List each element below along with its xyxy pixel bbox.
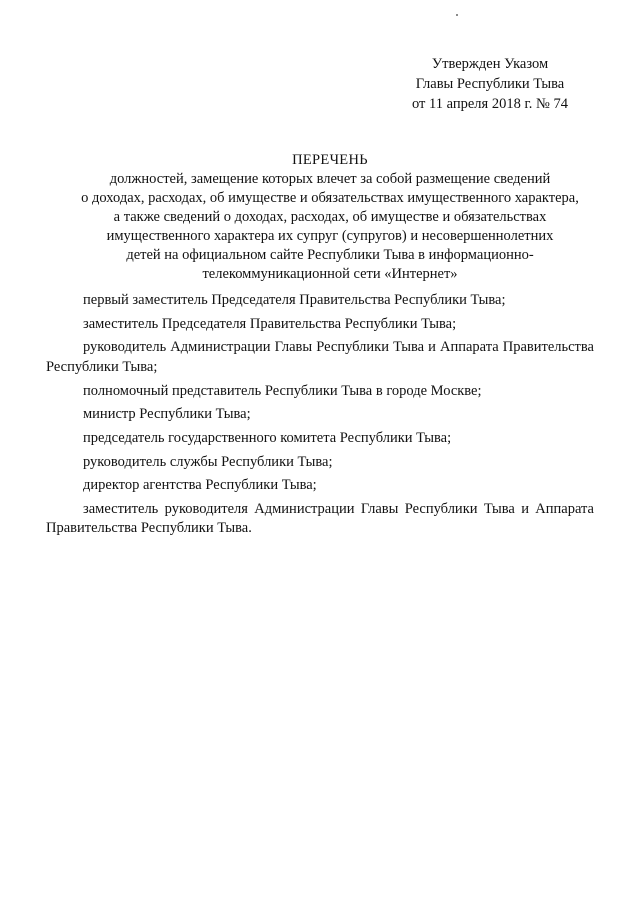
heading-line-3: а также сведений о доходах, расходах, об имуществе и обязательствах [113,209,547,225]
scan-speck [456,14,458,16]
document-heading [40,151,620,284]
approval-line-1: Утвержден Указом [431,56,549,72]
approval-line-3: от 11 апреля 2018 г. № 74 [412,96,568,112]
document-title: ПЕРЕЧЕНЬ [292,152,368,168]
position-item: руководитель службы Республики Тыва; [83,453,333,470]
heading-line-1: должностей, замещение которых влечет за собой размещение сведений [109,171,551,187]
approval-stamp [390,54,590,114]
position-item: первый заместитель Председателя Правительства Республики Тыва; [83,292,506,308]
heading-line-5: детей на официальном сайте Республики Тыва в информационно- [126,247,534,263]
position-item: министр Республики Тыва; [83,406,251,423]
position-item: руководитель Администрации Главы Республики Тыва и Аппарата Правительства Республики Тыва; [46,339,594,375]
position-item: заместитель руководителя Администрации Главы Республики Тыва и Аппарата Правительства Республики Тыва. [46,501,594,537]
approval-line-2: Главы Республики Тыва [415,76,565,92]
position-item: председатель государственного комитета Республики Тыва; [83,429,452,446]
heading-line-2: о доходах, расходах, об имуществе и обязательствах имущественного характера, [81,190,579,206]
position-item: директор агентства Республики Тыва; [83,477,317,494]
positions-list [46,291,594,543]
heading-line-4: имущественного характера их супруг (супругов) и несовершеннолетних [106,228,554,244]
position-item: заместитель Председателя Правительства Республики Тыва; [83,315,457,332]
position-item: полномочный представитель Республики Тыва в городе Москве; [83,382,482,399]
heading-line-6: телекоммуникационной сети «Интернет» [202,266,458,282]
